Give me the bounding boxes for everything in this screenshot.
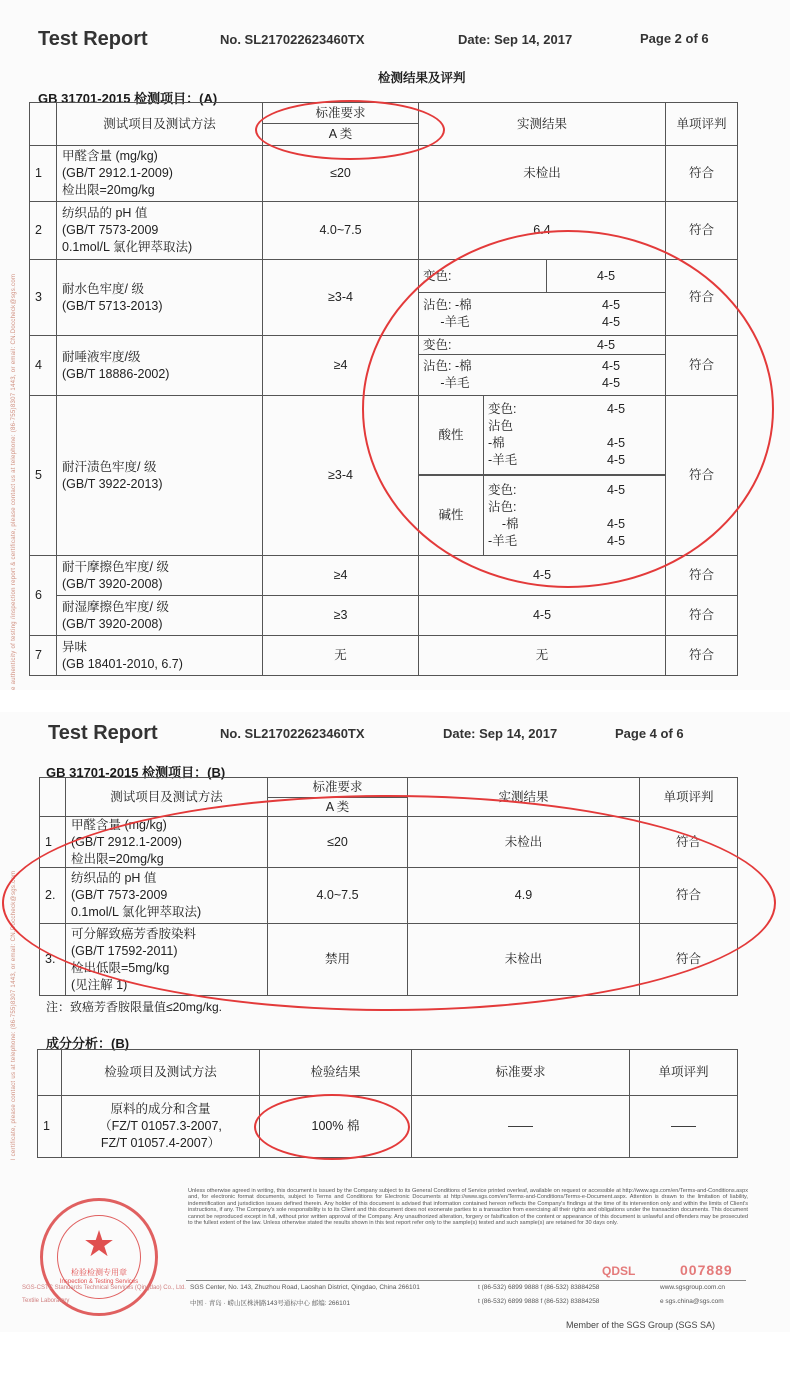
row-method: 耐湿摩擦色牢度/ 级 (GB/T 3920-2008) bbox=[56, 595, 263, 636]
side-verification-text-2: l certificate, please contact us at telephone: (86-755)8307 1443, or email: CN.Doccheck@sgs.com bbox=[11, 870, 17, 1160]
row-judge: 符合 bbox=[665, 145, 738, 202]
row-result: 无 bbox=[418, 635, 666, 676]
sub-color-change bbox=[418, 259, 666, 293]
row-method: 耐汗渍色牢度/ 级 (GB/T 3922-2013) bbox=[56, 395, 263, 556]
sub-label: 变色: bbox=[488, 482, 517, 497]
stamp-star-icon: ★ bbox=[82, 1223, 116, 1264]
col-no bbox=[29, 102, 57, 146]
sub-label: 沾色: -棉 bbox=[423, 359, 472, 373]
row-method: 耐唾液牢度/级 (GB/T 18886-2002) bbox=[56, 335, 263, 396]
col-no bbox=[39, 777, 66, 817]
row-result: 4-5 bbox=[418, 595, 666, 636]
sub-label: 沾色 bbox=[488, 419, 514, 433]
row-no: 1 bbox=[37, 1095, 62, 1158]
row-standard: 无 bbox=[262, 635, 419, 676]
lab-line-1: SGS-CSTC Standards Technical Services (Qingdao) Co., Ltd. bbox=[22, 1285, 186, 1291]
lab-line-2: Textile Laboratory bbox=[22, 1298, 70, 1304]
col-result: 实测结果 bbox=[418, 102, 666, 146]
note-text: 注：致癌芳香胺限量值≤20mg/kg. bbox=[46, 1000, 222, 1014]
row-no: 1 bbox=[29, 145, 57, 202]
sub-label: 变色: bbox=[423, 337, 452, 352]
email: e sgs.china@sgs.com bbox=[660, 1298, 724, 1305]
col-standard: 标准要求 bbox=[411, 1049, 630, 1096]
row-no: 1 bbox=[39, 816, 66, 868]
col-standard-top: 标准要求 bbox=[267, 777, 408, 798]
sub-staining bbox=[418, 292, 666, 336]
col-judge: 单项评判 bbox=[639, 777, 738, 817]
row-standard: 4.0~7.5 bbox=[267, 867, 408, 924]
col-no bbox=[37, 1049, 62, 1096]
row-result: 4-5 bbox=[418, 555, 666, 596]
stamp-text-en: Inspection & Testing Services bbox=[59, 1279, 139, 1285]
report-date-2: Date: Sep 14, 2017 bbox=[443, 726, 558, 741]
row-standard: 4.0~7.5 bbox=[262, 201, 419, 260]
row-result: 未检出 bbox=[407, 923, 640, 996]
row-standard: ≥4 bbox=[262, 555, 419, 596]
row-judge: 符合 bbox=[665, 635, 738, 676]
section-title-b: GB 31701-2015 检测项目：(B) bbox=[46, 765, 226, 780]
row-method: 甲醛含量 (mg/kg) (GB/T 2912.1-2009) 检出限=20mg/kg bbox=[56, 145, 263, 202]
row-method: 耐干摩擦色牢度/ 级 (GB/T 3920-2008) bbox=[56, 555, 263, 596]
ph-group-values bbox=[483, 475, 666, 556]
row-standard: ≤20 bbox=[262, 145, 419, 202]
row-no: 3 bbox=[29, 259, 57, 336]
row-no: 5 bbox=[29, 395, 57, 556]
page-gap bbox=[0, 690, 790, 712]
sub-value: 4-5 bbox=[606, 482, 626, 497]
center-title: 检测结果及评判 bbox=[378, 71, 466, 85]
row-no: 2. bbox=[39, 867, 66, 924]
row-result: 未检出 bbox=[418, 145, 666, 202]
sub-value bbox=[571, 418, 661, 435]
serial-number: 007889 bbox=[680, 1262, 733, 1278]
row-standard: ≥3-4 bbox=[262, 395, 419, 556]
row-no: 6 bbox=[29, 555, 57, 636]
composition-title: 成分分析：(B) bbox=[46, 1036, 130, 1051]
sub-label: 变色: bbox=[423, 268, 452, 283]
row-result: 100% 棉 bbox=[259, 1095, 412, 1158]
row-method: 原料的成分和含量 （FZ/T 01057.3-2007, FZ/T 01057.4-2007） bbox=[61, 1095, 260, 1158]
ph-group-label: 碱性 bbox=[418, 475, 484, 556]
footer-rule bbox=[186, 1280, 746, 1281]
row-no: 4 bbox=[29, 335, 57, 396]
sub-value: 4-5 bbox=[601, 315, 621, 329]
page-number-2: Page 4 of 6 bbox=[615, 726, 684, 741]
tel-line-2: t (86-532) 6899 9888 f (86-532) 83884258 bbox=[478, 1298, 600, 1305]
row-method: 纺织品的 pH 值 (GB/T 7573-2009 0.1mol/L 氯化钾萃取法) bbox=[65, 867, 268, 924]
row-result: 6.4 bbox=[418, 201, 666, 260]
col-method: 测试项目及测试方法 bbox=[56, 102, 263, 146]
col-standard-top: 标准要求 bbox=[262, 102, 419, 124]
col-judge: 单项评判 bbox=[629, 1049, 738, 1096]
ph-group-values bbox=[483, 395, 666, 475]
sub-label: 沾色: -棉 bbox=[423, 298, 472, 312]
sub-value: 4-5 bbox=[596, 337, 616, 352]
sub-value: 4-5 bbox=[606, 453, 626, 467]
col-method: 测试项目及测试方法 bbox=[65, 777, 268, 817]
page-number: Page 2 of 6 bbox=[640, 31, 709, 46]
website: www.sgsgroup.com.cn bbox=[660, 1284, 726, 1291]
sub-value: 4-5 bbox=[601, 376, 621, 390]
col-method: 检验项目及测试方法 bbox=[61, 1049, 260, 1096]
row-standard: ≤20 bbox=[267, 816, 408, 868]
col-result: 实测结果 bbox=[407, 777, 640, 817]
row-method: 可分解致癌芳香胺染料 (GB/T 17592-2011) 检出低限=5mg/kg (见注解 1) bbox=[65, 923, 268, 996]
col-result: 检验结果 bbox=[259, 1049, 412, 1096]
stamp-text-cn: 检验检测专用章 bbox=[71, 1268, 127, 1277]
row-method: 耐水色牢度/ 级 (GB/T 5713-2013) bbox=[56, 259, 263, 336]
sub-value: 4-5 bbox=[606, 436, 626, 450]
row-judge: 符合 bbox=[665, 595, 738, 636]
sub-label: 沾色: bbox=[488, 499, 517, 514]
row-judge: 符合 bbox=[639, 923, 738, 996]
qdsl-mark: QDSL bbox=[602, 1264, 636, 1278]
row-judge: 符合 bbox=[665, 259, 738, 336]
sub-label: -羊毛 bbox=[423, 376, 470, 390]
ph-group-label: 酸性 bbox=[418, 395, 484, 475]
col-judge: 单项评判 bbox=[665, 102, 738, 146]
sub-value: 4-5 bbox=[606, 533, 626, 548]
row-standard: —— bbox=[411, 1095, 630, 1158]
sub-color-change bbox=[418, 335, 666, 355]
row-standard: ≥3 bbox=[262, 595, 419, 636]
sub-value: 4-5 bbox=[601, 359, 621, 373]
row-no: 7 bbox=[29, 635, 57, 676]
row-method: 甲醛含量 (mg/kg) (GB/T 2912.1-2009) 检出限=20mg/kg bbox=[65, 816, 268, 868]
row-standard: ≥4 bbox=[262, 335, 419, 396]
disclaimer-text: Unless otherwise agreed in writing, this document is issued by the Company subject to its General Conditions of Service printed overleaf, available on request or accessible at http://www.sgs.com/en/Terms-and-Conditions.aspx and, for electronic format documents, subject to Terms and Conditions for Electronic Documents at http://www.sgs.com/en/Terms-and-Conditions/Terms-e-Document.aspx. Attention is drawn to the limitation of liability, indemnification and jurisdiction issues defined therein. Any holder of this document is advised that information contained hereon reflects the Company's findings at the time of its intervention only and within the limits of Client's instructions, if any. The Company's sole responsibility is to its Client and this document does not exonerate parties to a transaction from exercising all their rights and obligations under the transaction documents. This document cannot be reproduced except in full, without prior written approval of the Company. Any unauthorized alteration, forgery or falsification of the content or appearance of this document is unlawful and offenders may be prosecuted to the fullest extent of the law. Unless otherwise stated the results shown in this test report refer only to the sample(s) tested and such sample(s) are retained for 30 days only. bbox=[188, 1188, 748, 1227]
sub-value: 4-5 bbox=[601, 298, 621, 312]
col-standard-bottom: A 类 bbox=[262, 123, 419, 146]
row-judge: 符合 bbox=[639, 867, 738, 924]
row-judge: —— bbox=[629, 1095, 738, 1158]
sgs-member-line: Member of the SGS Group (SGS SA) bbox=[566, 1320, 716, 1330]
row-standard: 禁用 bbox=[267, 923, 408, 996]
report-title: Test Report bbox=[38, 28, 148, 50]
sub-value: 4-5 bbox=[606, 402, 626, 416]
address-en: SGS Center, No. 143, Zhuzhou Road, Laoshan District, Qingdao, China 266101 bbox=[190, 1284, 420, 1291]
section-title-a: GB 31701-2015 检测项目：(A) bbox=[38, 91, 218, 106]
sub-label: -棉 bbox=[488, 436, 505, 450]
row-method: 异味 (GB 18401-2010, 6.7) bbox=[56, 635, 263, 676]
sub-label: -羊毛 bbox=[488, 533, 518, 548]
sub-label: -羊毛 bbox=[423, 315, 470, 329]
tel-line-1: t (86-532) 6899 9888 f (86-532) 83884258 bbox=[478, 1284, 600, 1291]
row-judge: 符合 bbox=[639, 816, 738, 868]
side-verification-text: e authenticity of testing /inspection report & certificate, please contact us at telephone: (86-755)8307 1443, or email: CN.Doccheck@sgs.com bbox=[11, 273, 17, 690]
report-title-2: Test Report bbox=[48, 722, 158, 744]
sub-label: -棉 bbox=[488, 516, 519, 531]
sub-label: -羊毛 bbox=[488, 453, 518, 467]
sub-label: 变色: bbox=[488, 402, 517, 416]
row-no: 3. bbox=[39, 923, 66, 996]
row-judge: 符合 bbox=[665, 395, 738, 556]
sub-value bbox=[571, 499, 661, 516]
address-cn: 中国 · 青岛 · 崂山区株洲路143号通标中心 邮编: 266101 bbox=[190, 1300, 351, 1307]
row-result: 4.9 bbox=[407, 867, 640, 924]
row-result: 未检出 bbox=[407, 816, 640, 868]
sub-value: 4-5 bbox=[546, 260, 665, 292]
row-standard: ≥3-4 bbox=[262, 259, 419, 336]
report-date: Date: Sep 14, 2017 bbox=[458, 32, 573, 47]
row-method: 纺织品的 pH 值 (GB/T 7573-2009 0.1mol/L 氯化钾萃取法) bbox=[56, 201, 263, 260]
row-judge: 符合 bbox=[665, 335, 738, 396]
row-no: 2 bbox=[29, 201, 57, 260]
col-standard-bottom: A 类 bbox=[267, 797, 408, 817]
row-judge: 符合 bbox=[665, 555, 738, 596]
report-number: No. SL217022623460TX bbox=[220, 32, 365, 47]
row-judge: 符合 bbox=[665, 201, 738, 260]
sub-staining bbox=[418, 354, 666, 396]
report-number-2: No. SL217022623460TX bbox=[220, 726, 365, 741]
sub-value: 4-5 bbox=[606, 516, 626, 531]
